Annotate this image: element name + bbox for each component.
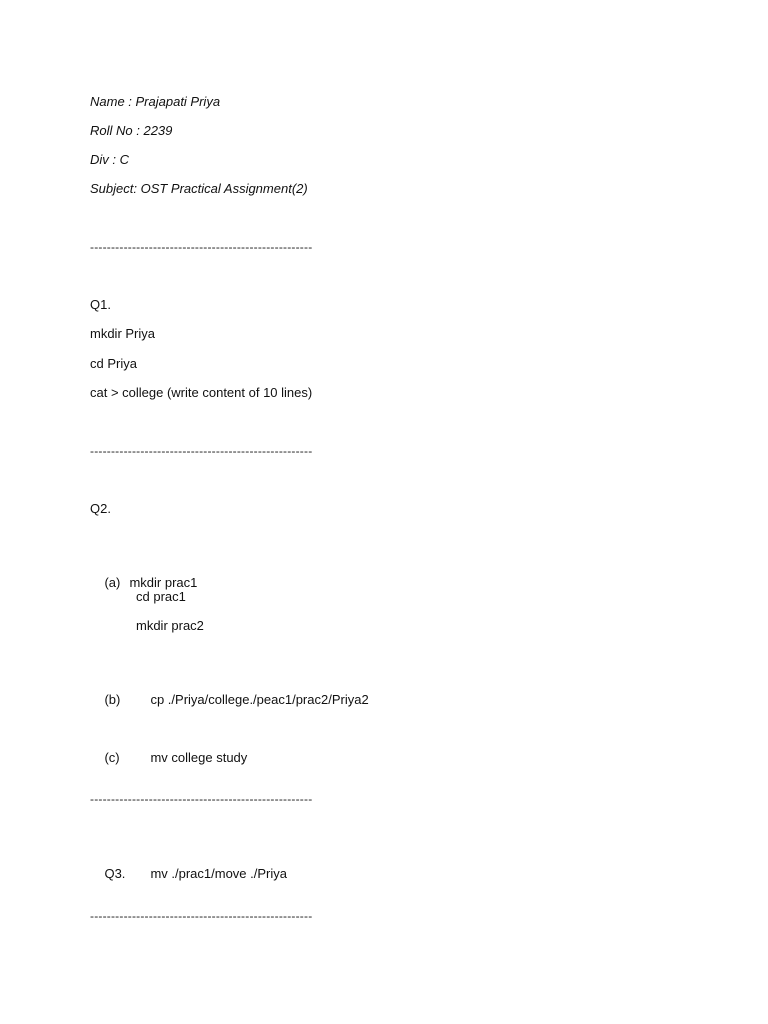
- q1-label: Q1.: [90, 297, 111, 312]
- student-name: Name : Prajapati Priya: [90, 94, 221, 109]
- q2-c-text: mv college study: [150, 750, 248, 765]
- q3-text: mv ./prac1/move ./Priya: [150, 866, 287, 881]
- q1-line-2: cd Priya: [90, 356, 137, 371]
- q1-line-1: mkdir Priya: [90, 326, 156, 341]
- q2-b-row: [90, 676, 369, 724]
- divider-1: -----------------------------------------------------: [90, 240, 313, 254]
- roll-number: Roll No : 2239: [90, 123, 173, 138]
- q3-row: [90, 850, 287, 898]
- q2-a-first: mkdir prac1: [129, 575, 198, 590]
- q2-a-label: (a): [104, 575, 121, 590]
- divider-3: -----------------------------------------------------: [90, 792, 313, 806]
- q3-label: Q3.: [104, 866, 126, 881]
- divider-2: -----------------------------------------------------: [90, 444, 313, 458]
- division: Div : C: [90, 152, 129, 167]
- q2-label: Q2.: [90, 501, 111, 516]
- q2-b-label: (b): [104, 692, 121, 707]
- q2-b-text: cp ./Priya/college./peac1/prac2/Priya2: [150, 692, 369, 707]
- q2-c-label: (c): [104, 750, 120, 765]
- q1-line-3: cat > college (write content of 10 lines): [90, 385, 313, 400]
- q2-a-second: cd prac1: [136, 589, 186, 604]
- q2-c-row: [90, 734, 247, 782]
- q2-a-third: mkdir prac2: [136, 618, 204, 633]
- divider-4: -----------------------------------------------------: [90, 909, 313, 923]
- subject: Subject: OST Practical Assignment(2): [90, 181, 308, 196]
